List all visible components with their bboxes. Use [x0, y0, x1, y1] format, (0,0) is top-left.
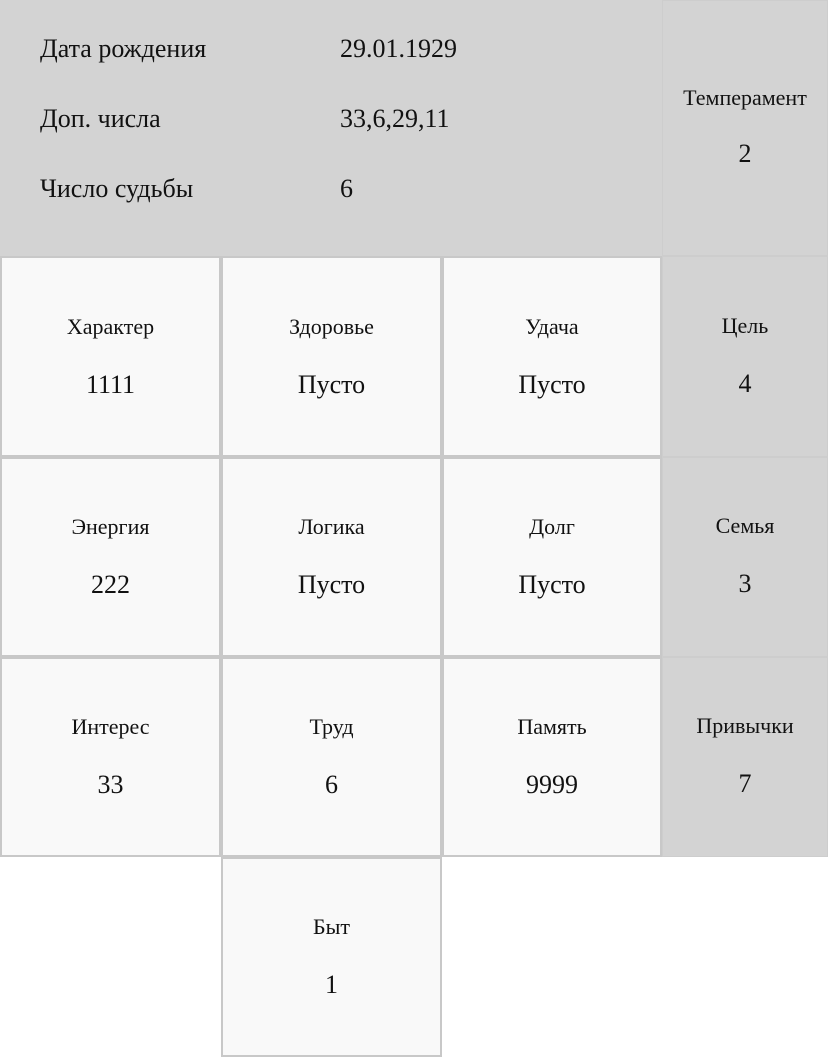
cell-title: Цель	[721, 313, 769, 338]
cell-energy	[0, 457, 221, 657]
cell-title: Здоровье	[289, 314, 374, 339]
destiny-number-value: 6	[340, 174, 353, 203]
cell-household	[221, 857, 442, 1057]
birth-info-panel	[0, 0, 662, 256]
cell-value: 3	[738, 569, 752, 598]
extra-numbers-label: Доп. числа	[40, 104, 161, 133]
cell-title: Долг	[529, 514, 575, 539]
cell-title: Интерес	[71, 714, 150, 739]
cell-value: Пусто	[297, 370, 366, 399]
cell-goal	[662, 256, 828, 457]
cell-labor	[221, 657, 442, 857]
cell-interest	[0, 657, 221, 857]
cell-value: 2	[738, 139, 752, 168]
cell-value: 9999	[526, 770, 578, 799]
cell-value: 33	[97, 770, 124, 799]
cell-title: Быт	[312, 914, 351, 939]
extra-numbers-value: 33,6,29,11	[340, 104, 450, 133]
cell-value: 222	[91, 570, 130, 599]
cell-title: Логика	[298, 514, 365, 539]
cell-logic	[221, 457, 442, 657]
cell-memory	[442, 657, 662, 857]
cell-value: 4	[738, 369, 752, 398]
cell-title: Привычки	[696, 713, 794, 738]
temperament-cell	[662, 0, 828, 256]
cell-title: Энергия	[71, 514, 150, 539]
cell-title: Удача	[525, 314, 579, 339]
cell-health	[221, 256, 442, 457]
cell-luck	[442, 256, 662, 457]
cell-value: 6	[325, 770, 338, 799]
cell-title: Темперамент	[683, 85, 807, 110]
cell-duty	[442, 457, 662, 657]
cell-value: 7	[738, 769, 752, 798]
destiny-number-label: Число судьбы	[40, 174, 194, 203]
cell-family	[662, 457, 828, 657]
cell-value: 1	[325, 970, 338, 999]
cell-character	[0, 256, 221, 457]
cell-value: Пусто	[518, 370, 586, 399]
cell-title: Семья	[715, 513, 775, 538]
birth-date-value: 29.01.1929	[340, 34, 457, 63]
birth-date-label: Дата рождения	[40, 34, 207, 63]
cell-value: Пусто	[518, 570, 586, 599]
cell-title: Память	[517, 714, 587, 739]
cell-value: 1111	[85, 370, 136, 399]
cell-title: Характер	[66, 314, 155, 339]
cell-title: Труд	[309, 714, 354, 739]
cell-habits	[662, 657, 828, 857]
cell-value: Пусто	[297, 570, 366, 599]
